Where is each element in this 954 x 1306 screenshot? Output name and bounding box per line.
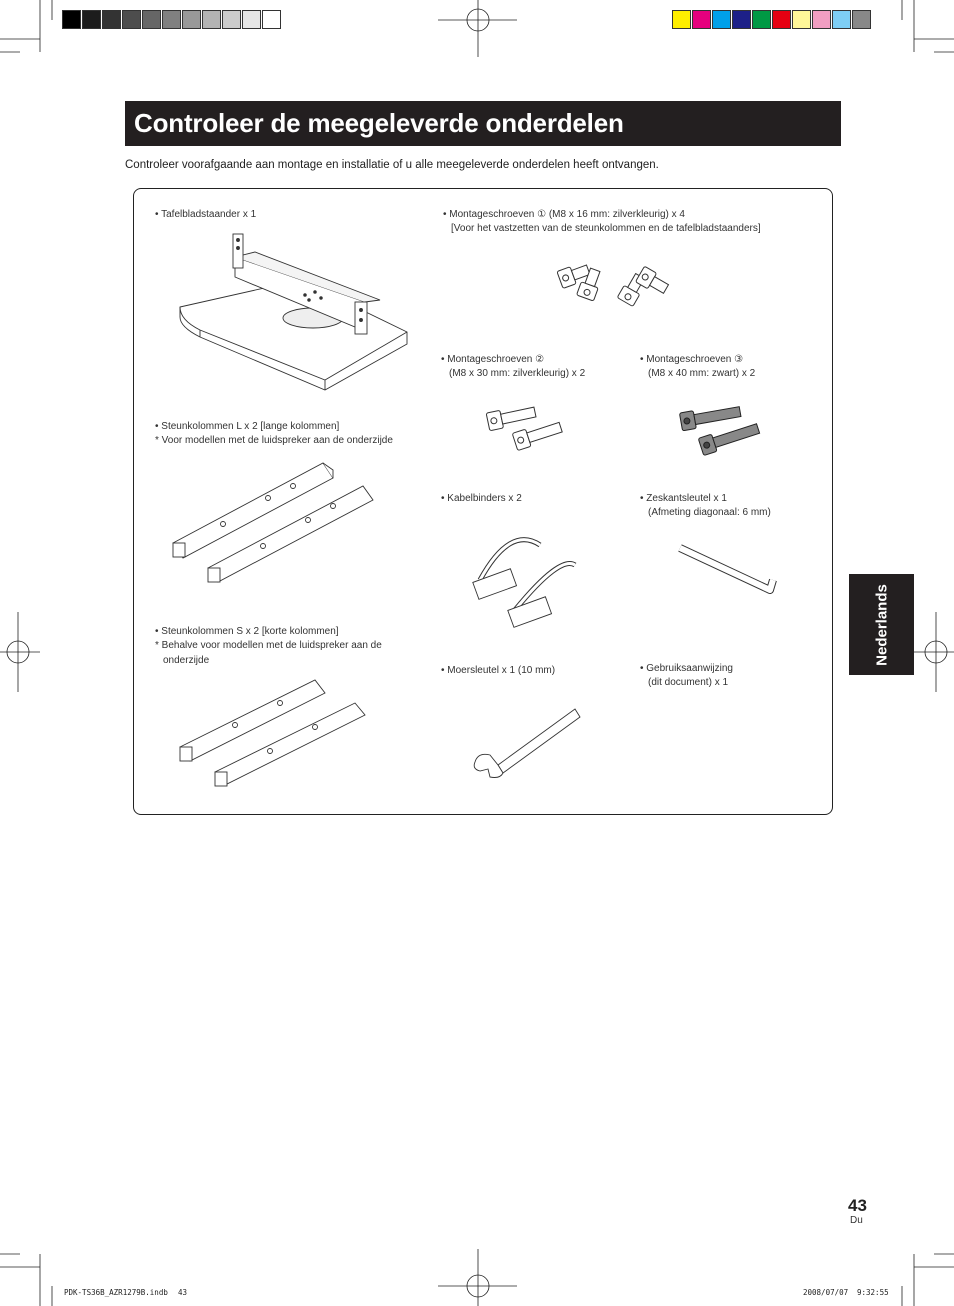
label-hex-key-size: (Afmeting diagonaal: 6 mm) (648, 507, 771, 518)
screws-m8x30-illustration (483, 400, 573, 455)
footer-filename: PDK-TS36B_AZR1279B.indb (64, 1288, 168, 1297)
intro-text: Controleer voorafgaande aan montage en installatie of u alle meegeleverde onderdelen heeft ontvangen. (125, 159, 659, 171)
label-columns-short: • Steunkolommen S x 2 [korte kolommen] (155, 626, 339, 637)
color-swatch (102, 10, 121, 29)
label-wrench: • Moersleutel x 1 (10 mm) (441, 665, 556, 676)
registration-mark-bottom (438, 1248, 518, 1306)
color-swatch (832, 10, 851, 29)
color-swatch (752, 10, 771, 29)
label-columns-long: • Steunkolommen L x 2 [lange kolommen] (155, 421, 340, 432)
color-swatch (792, 10, 811, 29)
label-stand: • Tafelbladstaander x 1 (155, 209, 257, 220)
color-swatch (672, 10, 691, 29)
color-swatch (262, 10, 281, 29)
footer-file-page: 43 (178, 1288, 188, 1297)
color-swatch (142, 10, 161, 29)
label-hex-key: • Zeskantsleutel x 1 (640, 493, 727, 504)
wrench-illustration (470, 707, 585, 782)
color-swatch (692, 10, 711, 29)
label-columns-long-note: * Voor modellen met de luidspreker aan de onderzijde (155, 435, 393, 446)
page-language-code: Du (850, 1215, 863, 1226)
crop-mark-top-right (894, 0, 954, 60)
page-number: 43 (848, 1196, 867, 1215)
cable-ties-illustration (470, 525, 590, 625)
label-cable-ties: • Kabelbinders x 2 (441, 493, 522, 504)
columns-long-illustration (168, 458, 378, 583)
color-swatch (182, 10, 201, 29)
label-screws-1: • Montageschroeven ① (M8 x 16 mm: zilverkleurig) x 4 (443, 209, 685, 220)
label-columns-short-note-2: onderzijde (163, 655, 210, 666)
crop-mark-bottom-right (894, 1246, 954, 1306)
color-swatch (62, 10, 81, 29)
language-side-tab (849, 574, 914, 675)
color-swatch (162, 10, 181, 29)
screws-m8x40-illustration (676, 402, 766, 462)
screws-m8x16-illustration (545, 258, 675, 313)
registration-mark-left (0, 612, 60, 692)
crop-mark-top-left (0, 0, 60, 60)
label-manual: • Gebruiksaanwijzing (640, 663, 733, 674)
label-screws-2-spec: (M8 x 30 mm: zilverkleurig) x 2 (449, 368, 586, 379)
footer-date: 2008/07/07 (803, 1288, 849, 1297)
label-screws-2: • Montageschroeven ② (441, 354, 545, 365)
color-swatch (122, 10, 141, 29)
footer-time: 9:32:55 (857, 1288, 889, 1297)
page-title: Controleer de meegeleverde onderdelen (134, 108, 624, 138)
color-swatch (222, 10, 241, 29)
label-screws-1-note: [Voor het vastzetten van de steunkolommen en de tafelbladstaanders] (451, 223, 761, 234)
color-swatch (202, 10, 221, 29)
label-manual-2: (dit document) x 1 (648, 677, 729, 688)
label-columns-short-note: * Behalve voor modellen met de luidspreker aan de (155, 640, 382, 651)
hex-key-illustration (675, 540, 795, 605)
color-swatch (852, 10, 871, 29)
title-bar (125, 101, 841, 146)
color-swatch (82, 10, 101, 29)
label-screws-3: • Montageschroeven ③ (640, 354, 744, 365)
table-stand-illustration (175, 232, 415, 392)
color-swatch (242, 10, 261, 29)
crop-mark-bottom-left (0, 1246, 60, 1306)
color-swatch (712, 10, 731, 29)
color-swatch (812, 10, 831, 29)
label-screws-3-spec: (M8 x 40 mm: zwart) x 2 (648, 368, 756, 379)
registration-mark-top (438, 0, 518, 58)
color-swatch (772, 10, 791, 29)
language-label: Nederlands (873, 583, 890, 666)
color-swatch (732, 10, 751, 29)
columns-short-illustration (175, 675, 370, 790)
